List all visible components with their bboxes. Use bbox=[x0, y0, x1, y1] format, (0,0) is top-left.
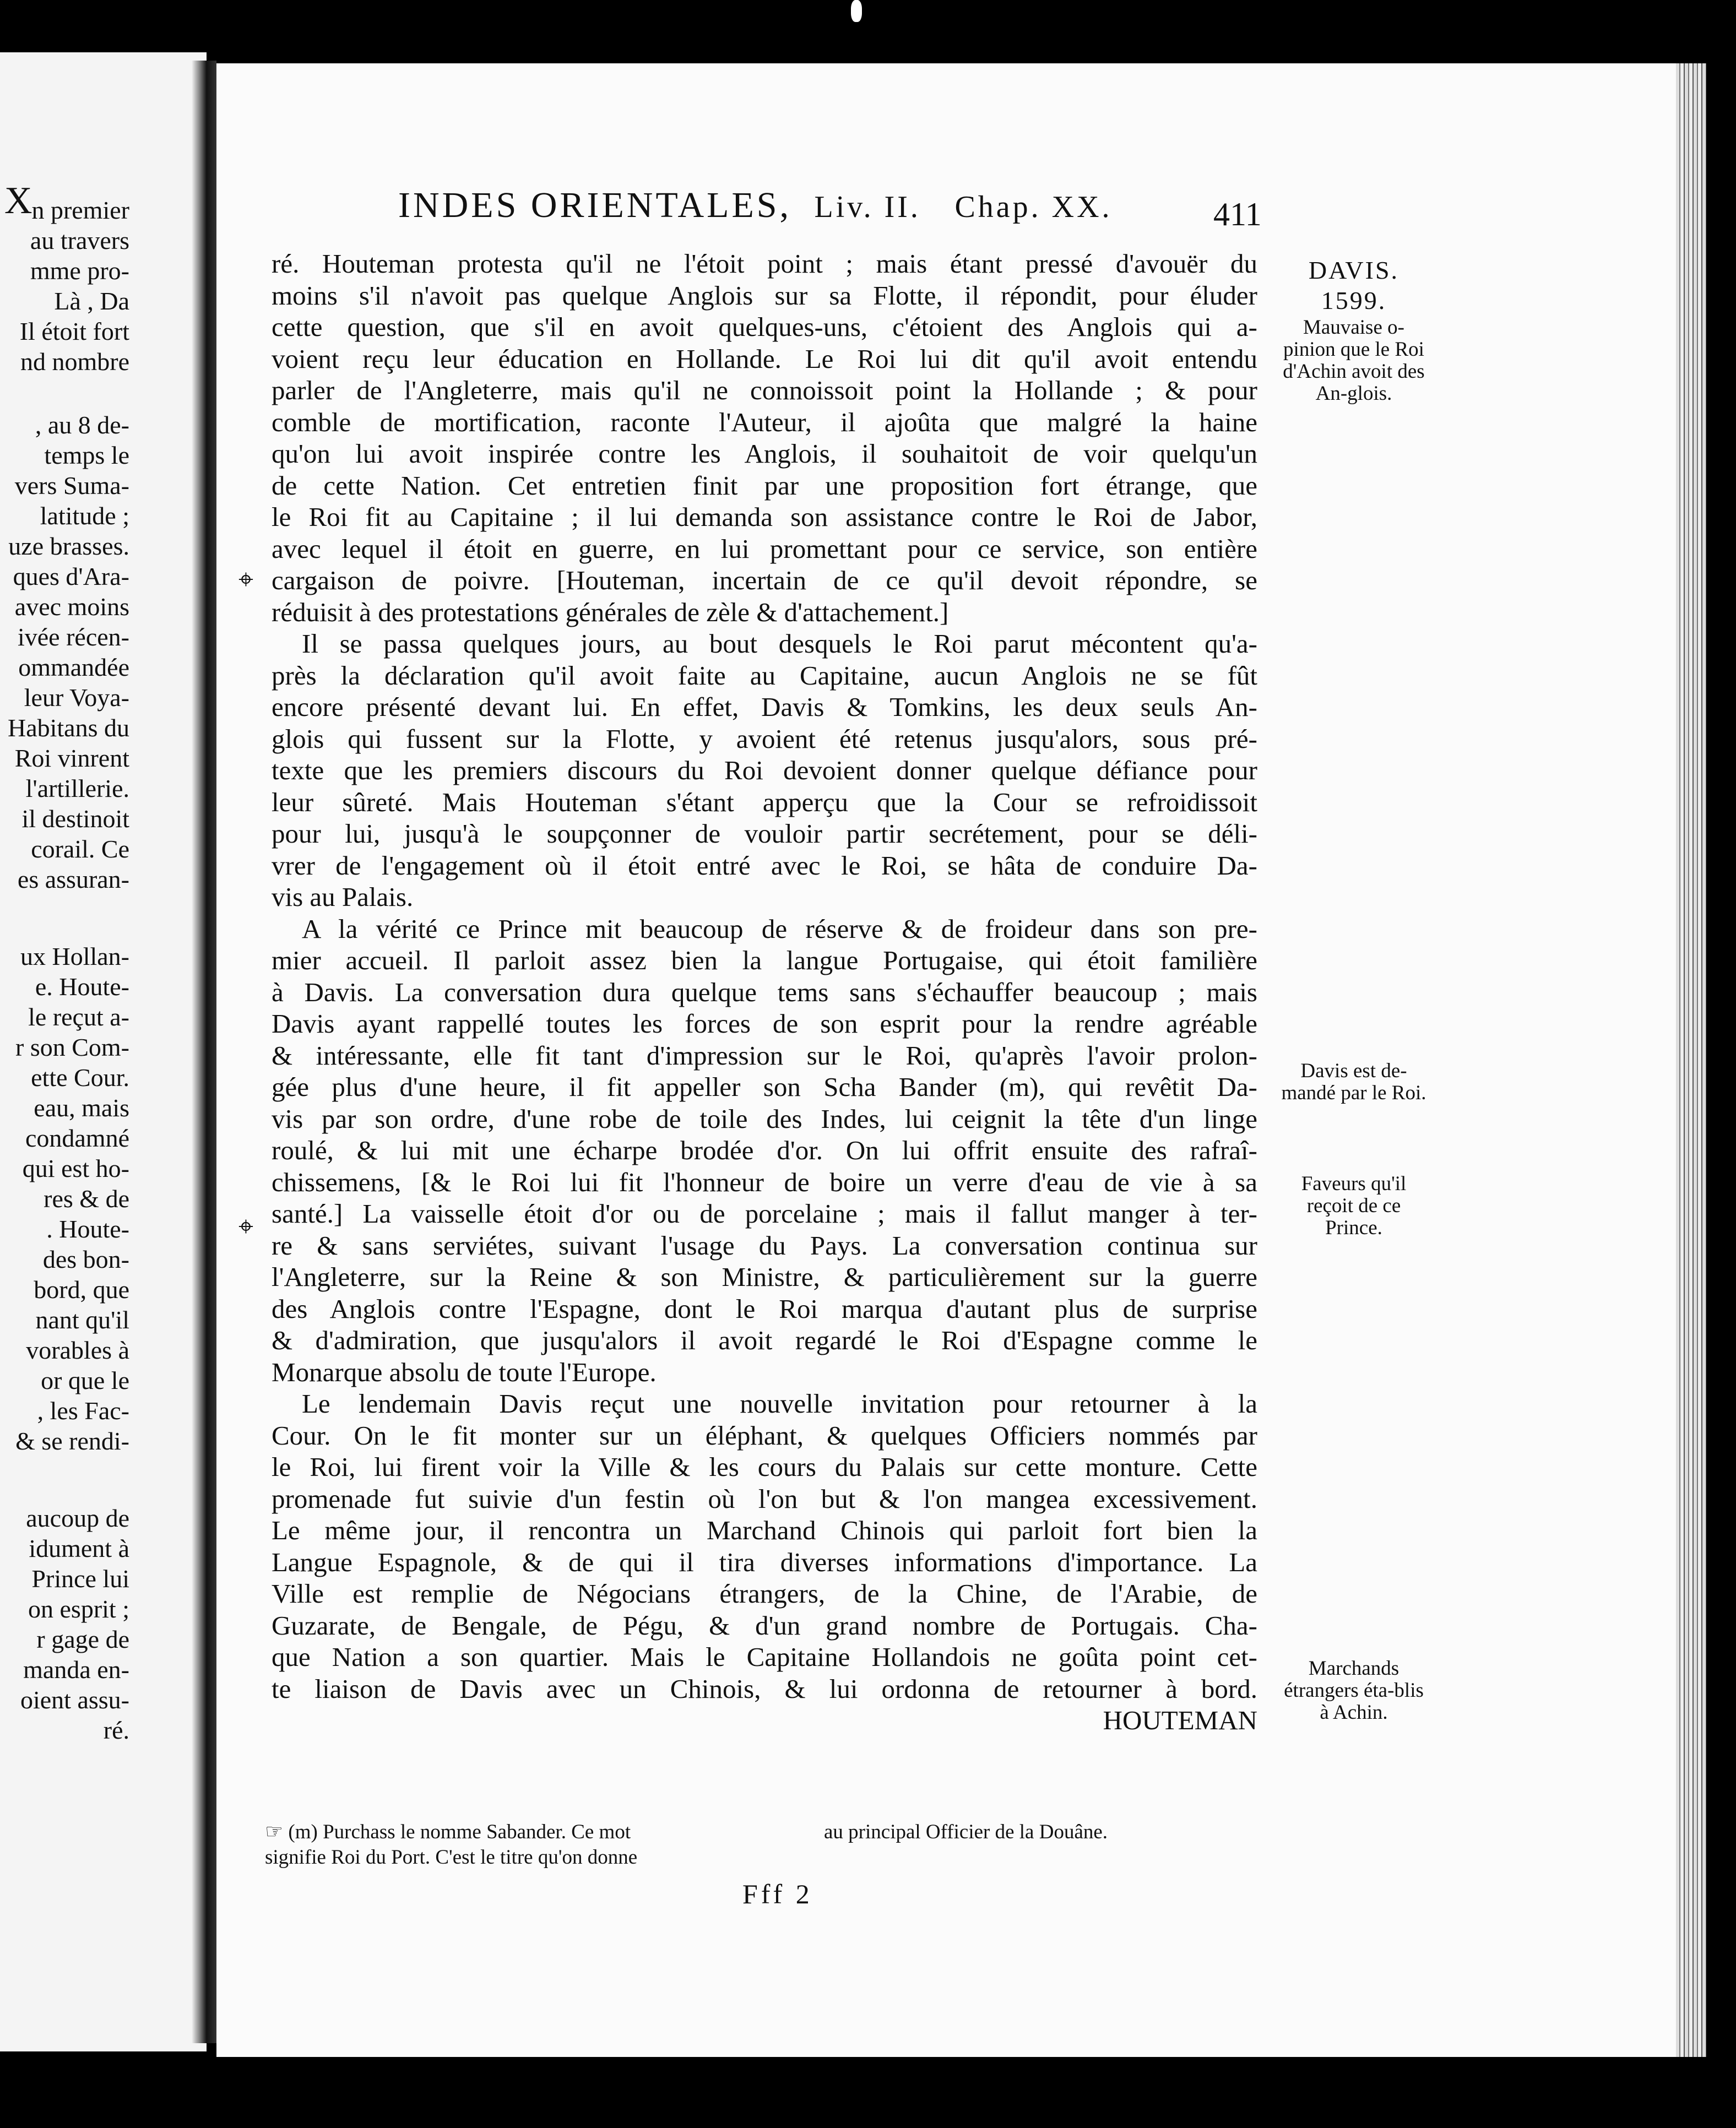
text-line: Guzarate, de Bengale, de Pégu, & d'un grand nombre de Portugais. Cha- bbox=[272, 1610, 1257, 1641]
text-line: A la vérité ce Prince mit beaucoup de réserve & de froideur dans son pre- bbox=[302, 913, 1257, 944]
body-text bbox=[272, 248, 1257, 1736]
left-page-line: vorables à bbox=[26, 1336, 129, 1364]
left-page-line: on esprit ; bbox=[28, 1595, 129, 1623]
left-page-line: Roi vinrent bbox=[14, 744, 129, 772]
page-edges bbox=[1676, 63, 1706, 2057]
left-page-line: ivée récen- bbox=[17, 623, 129, 651]
bracket-cross-icon: ⌖ bbox=[238, 565, 254, 594]
left-page-line: e. Houte- bbox=[35, 973, 129, 1001]
footnote-marker: ☞ (m) bbox=[265, 1821, 318, 1843]
left-page-line: n premier bbox=[31, 196, 129, 224]
catchword: HOUTEMAN bbox=[1103, 1705, 1257, 1735]
text-line: te liaison de Davis avec un Chinois, & lui ordonna de retourner à bord. bbox=[272, 1673, 1257, 1704]
footnote-line: Purchass le nomme Sabander. Ce mot bbox=[323, 1821, 631, 1843]
footnote-line: signifie Roi du Port. C'est le titre qu'on donne bbox=[265, 1846, 638, 1869]
text-line: voient reçu leur éducation en Hollande. Le Roi lui dit qu'il avoit entendu bbox=[272, 343, 1257, 374]
text-line: Davis ayant rappellé toutes les forces de son esprit pour la rendre agréable bbox=[272, 1008, 1257, 1039]
text-line: ré. Houteman protesta qu'il ne l'étoit point ; mais étant pressé d'avouër du bbox=[272, 248, 1257, 279]
text-line: vis par son ordre, d'une robe de toile des Indes, lui ceignit la tête d'un linge bbox=[272, 1103, 1257, 1134]
text-line: re & sans serviétes, suivant l'usage du Pays. La conversation continua sur bbox=[272, 1230, 1257, 1261]
left-page-line: r son Com- bbox=[15, 1033, 129, 1061]
text-line: gée plus d'une heure, il fit appeller son Scha Bander (m), qui revêtit Da- bbox=[272, 1072, 1257, 1102]
running-head-title: INDES ORIENTALES, bbox=[398, 185, 791, 225]
left-page-line: es assuran- bbox=[17, 865, 129, 893]
left-page-line: oient assu- bbox=[20, 1686, 129, 1714]
text-line: & d'admiration, que jusqu'alors il avoit regardé le Roi d'Espagne comme le bbox=[272, 1325, 1257, 1355]
left-page-line: il destinoit bbox=[21, 805, 129, 833]
left-page-line: condamné bbox=[25, 1124, 129, 1152]
text-line: Langue Espagnole, & de qui il tira diverses informations d'importance. La bbox=[272, 1546, 1257, 1577]
scan-mark bbox=[851, 0, 862, 22]
text-line: roulé, & lui mit une écharpe brodée d'or. On lui offrit ensuite des rafraî- bbox=[272, 1135, 1257, 1165]
left-page-line: le reçut a- bbox=[28, 1003, 129, 1031]
left-page-line: , au 8 de- bbox=[35, 411, 129, 439]
left-page-line: eau, mais bbox=[34, 1094, 129, 1122]
text-line: texte que les premiers discours du Roi devoient donner quelque défiance pour bbox=[272, 755, 1257, 785]
text-line: mier accueil. Il parloit assez bien la langue Portugaise, qui étoit familière bbox=[272, 945, 1257, 975]
left-page-line: mme pro- bbox=[30, 257, 129, 285]
left-page-line: l'artillerie. bbox=[25, 774, 129, 802]
left-page-line: idument à bbox=[29, 1534, 129, 1562]
text-line: moins s'il n'avoit pas quelque Anglois sur sa Flotte, il répondit, pour éluder bbox=[272, 280, 1257, 311]
left-page-line: or que le bbox=[41, 1366, 129, 1394]
text-line: pour lui, jusqu'à le soupçonner de vouloir partir secrétement, pour se déli- bbox=[272, 818, 1257, 849]
text-line: Cour. On le fit monter sur un éléphant, & quelques Officiers nommés par bbox=[272, 1420, 1257, 1451]
text-line: près la déclaration qu'il avoit faite au Capitaine, aucun Anglois ne se fût bbox=[272, 660, 1257, 691]
left-page-fragment bbox=[0, 52, 207, 2051]
text-line: le Roi fit au Capitaine ; il lui demanda son assistance contre le Roi de Jabor, bbox=[272, 502, 1257, 532]
left-page-line: avec moins bbox=[14, 593, 129, 621]
text-line: vrer de l'engagement où il étoit entré avec le Roi, se hâta de conduire Da- bbox=[272, 850, 1257, 881]
text-line: réduisit à des protestations générales de zèle & d'attachement.] bbox=[272, 596, 949, 627]
text-line: vis au Palais. bbox=[272, 882, 414, 912]
text-line: santé.] La vaisselle étoit d'or ou de porcelaine ; mais il fallut manger à ter- bbox=[272, 1198, 1257, 1229]
left-page-line: & se rendi- bbox=[15, 1427, 129, 1455]
text-line: & intéressante, elle fit tant d'impression sur le Roi, qu'après l'avoir prolon- bbox=[272, 1040, 1257, 1071]
text-line: Le lendemain Davis reçut une nouvelle invitation pour retourner à la bbox=[302, 1388, 1257, 1419]
text-line: Le même jour, il rencontra un Marchand Chinois qui parloit fort bien la bbox=[272, 1515, 1257, 1545]
left-page-line: ette Cour. bbox=[31, 1063, 129, 1092]
running-head-book: Liv. II. bbox=[814, 190, 921, 224]
left-page-line: qui est ho- bbox=[22, 1154, 129, 1182]
left-page-line: des bon- bbox=[42, 1245, 129, 1273]
margin-note-author: DAVIS. bbox=[1308, 256, 1399, 284]
left-page-line: r gage de bbox=[36, 1625, 129, 1653]
left-page-line: ommandée bbox=[18, 653, 129, 681]
text-line: le Roi, lui firent voir la Ville & les cours du Palais sur cette monture. Cette bbox=[272, 1452, 1257, 1482]
margin-note-merchants: Marchands étrangers éta-blis à Achin. bbox=[1284, 1657, 1424, 1724]
bracket-cross-icon: ⌖ bbox=[238, 1212, 254, 1241]
text-line: leur sûreté. Mais Houteman s'étant apperçu que la Cour se refroidissoit bbox=[272, 786, 1257, 817]
text-line: que Nation a son quartier. Mais le Capitaine Hollandois ne goûta point cet- bbox=[272, 1642, 1257, 1672]
signature-mark: Fff 2 bbox=[742, 1879, 813, 1909]
text-line: glois qui fussent sur la Flotte, y avoient été retenus jusqu'alors, sous pré- bbox=[272, 723, 1257, 754]
text-line: cargaison de poivre. [Houteman, incertain de ce qu'il devoit répondre, se bbox=[272, 565, 1257, 595]
left-page-line: ré. bbox=[103, 1716, 129, 1744]
left-page-line: Habitans du bbox=[7, 714, 129, 742]
text-line: Il se passa quelques jours, au bout desquels le Roi parut mécontent qu'a- bbox=[302, 628, 1257, 659]
left-page-line: temps le bbox=[44, 441, 129, 469]
text-line: cette question, que s'il en avoit quelques-uns, c'étoient des Anglois qui a- bbox=[272, 312, 1257, 342]
text-line: avec lequel il étoit en guerre, en lui promettant pour ce service, son entière bbox=[272, 533, 1257, 564]
left-page-header: X bbox=[4, 180, 35, 222]
left-page-line: uze brasses. bbox=[8, 532, 129, 560]
margin-note-opinion: Mauvaise o-pinion que le Roi d'Achin avoit des An-glois. bbox=[1283, 316, 1425, 405]
text-line: chissemens, [& le Roi lui fit l'honneur de boire un verre d'eau de vie à sa bbox=[272, 1166, 1257, 1197]
left-page-line: Là , Da bbox=[54, 287, 129, 315]
margin-note-year: 1599. bbox=[1321, 286, 1387, 314]
left-page-line: , les Fac- bbox=[37, 1397, 129, 1425]
text-line: qu'on lui avoit inspirée contre les Anglois, il souhaitoit de voir quelqu'un bbox=[272, 438, 1257, 469]
left-page-line: leur Voya- bbox=[24, 683, 129, 712]
left-page-line: corail. Ce bbox=[31, 835, 129, 863]
left-page-line: au travers bbox=[30, 226, 129, 254]
text-line: des Anglois contre l'Espagne, dont le Roi marqua d'autant plus de surprise bbox=[272, 1293, 1257, 1324]
left-page-line: latitude ; bbox=[40, 502, 129, 530]
text-line: de cette Nation. Cet entretien finit par une proposition fort étrange, que bbox=[272, 470, 1257, 501]
left-page-line: aucoup de bbox=[26, 1504, 129, 1532]
left-page-line: bord, que bbox=[34, 1275, 129, 1304]
left-page-line: manda en- bbox=[23, 1655, 129, 1684]
text-line: promenade fut suivie d'un festin où l'on but & l'on mangea excessivement. bbox=[272, 1483, 1257, 1514]
text-line: parler de l'Angleterre, mais qu'il ne connoissoit point la Hollande ; & pour bbox=[272, 375, 1257, 405]
text-line: à Davis. La conversation dura quelque tems sans s'échauffer beaucoup ; mais bbox=[272, 976, 1257, 1007]
margin-note-favours: Faveurs qu'il reçoit de ce Prince. bbox=[1301, 1172, 1407, 1239]
text-line: Ville est remplie de Négocians étrangers, de la Chine, de l'Arabie, de bbox=[272, 1578, 1257, 1609]
text-line: comble de mortification, raconte l'Auteur, il ajoûta que malgré la haine bbox=[272, 406, 1257, 437]
running-head bbox=[398, 184, 1423, 226]
left-page-line: Il étoit fort bbox=[19, 317, 129, 345]
left-page-line: . Houte- bbox=[46, 1215, 129, 1243]
right-page bbox=[216, 63, 1676, 2057]
left-page-line: nant qu'il bbox=[35, 1306, 129, 1334]
left-page-line: Prince lui bbox=[31, 1565, 129, 1593]
left-page-line: ques d'Ara- bbox=[13, 562, 129, 590]
running-head-chapter: Chap. XX. bbox=[954, 190, 1113, 224]
text-line: l'Angleterre, sur la Reine & son Ministre, & particulièrement sur la guerre bbox=[272, 1262, 1257, 1292]
footnote-line: au principal Officier de la Douâne. bbox=[824, 1821, 1108, 1843]
text-line: encore présenté devant lui. En effet, Davis & Tomkins, les deux seuls An- bbox=[272, 692, 1257, 722]
left-page-line: nd nombre bbox=[20, 348, 129, 376]
book-gutter bbox=[192, 61, 216, 2043]
left-page-line: ux Hollan- bbox=[20, 942, 129, 970]
left-page-line: res & de bbox=[44, 1185, 129, 1213]
page-number: 411 bbox=[1213, 196, 1262, 232]
text-line: Monarque absolu de toute l'Europe. bbox=[272, 1356, 657, 1387]
left-page-line: vers Suma- bbox=[14, 471, 129, 500]
margin-note-summoned: Davis est de-mandé par le Roi. bbox=[1281, 1060, 1426, 1104]
